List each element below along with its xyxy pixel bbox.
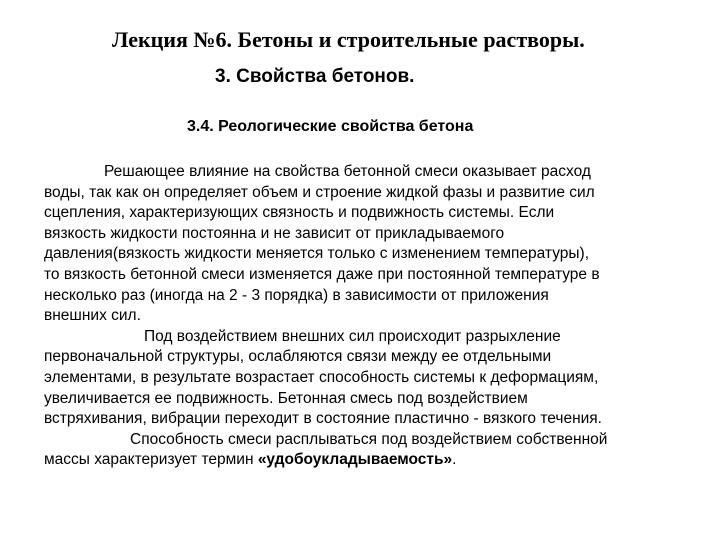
- text-line: давления(вязкость жидкости меняется только с изменением температуры),: [44, 245, 589, 263]
- text-line: Решающее влияние на свойства бетонной смеси оказывает расход: [104, 163, 591, 180]
- text-line: внешних сил.: [44, 307, 141, 325]
- body-text: [44, 162, 704, 471]
- text-line: [44, 450, 704, 471]
- text-line: то вязкость бетонной смеси изменяется даже при постоянной температуре в: [44, 265, 600, 283]
- text-line: сцепления, характеризующих связность и подвижность системы. Если: [44, 204, 555, 222]
- text-line: Способность смеси расплываться под воздействием собственной: [130, 430, 608, 448]
- text-line: несколько раз (иногда на 2 - 3 порядка) в зависимости от приложения: [44, 286, 549, 304]
- text-line: воды, так как он определяет объем и строение жидкой фазы и развитие сил: [44, 183, 595, 201]
- text-line: Под воздействием внешних сил происходит разрыхление: [144, 327, 561, 345]
- text-run: .: [452, 451, 457, 469]
- text-line: элементами, в результате возрастает способность системы к деформациям,: [44, 368, 599, 386]
- text-line: встряхивания, вибрации переходит в состояние пластично - вязкого течения.: [44, 410, 602, 428]
- text-run: массы характеризует термин: [44, 451, 258, 469]
- text-line: вязкость жидкости постоянна и не зависит от прикладываемого: [44, 224, 505, 242]
- lecture-title: Лекция №6. Бетоны и строительные растворы.: [112, 27, 585, 52]
- term-bold: «удобоукладываемость»: [257, 451, 453, 469]
- section-heading: 3. Свойства бетонов.: [215, 66, 415, 87]
- text-line: увеличивается ее подвижность. Бетонная смесь под воздействием: [44, 389, 528, 407]
- subsection-heading: 3.4. Реологические свойства бетона: [187, 118, 474, 135]
- text-line: первоначальной структуры, ослабляются связи между ее отдельными: [44, 348, 552, 366]
